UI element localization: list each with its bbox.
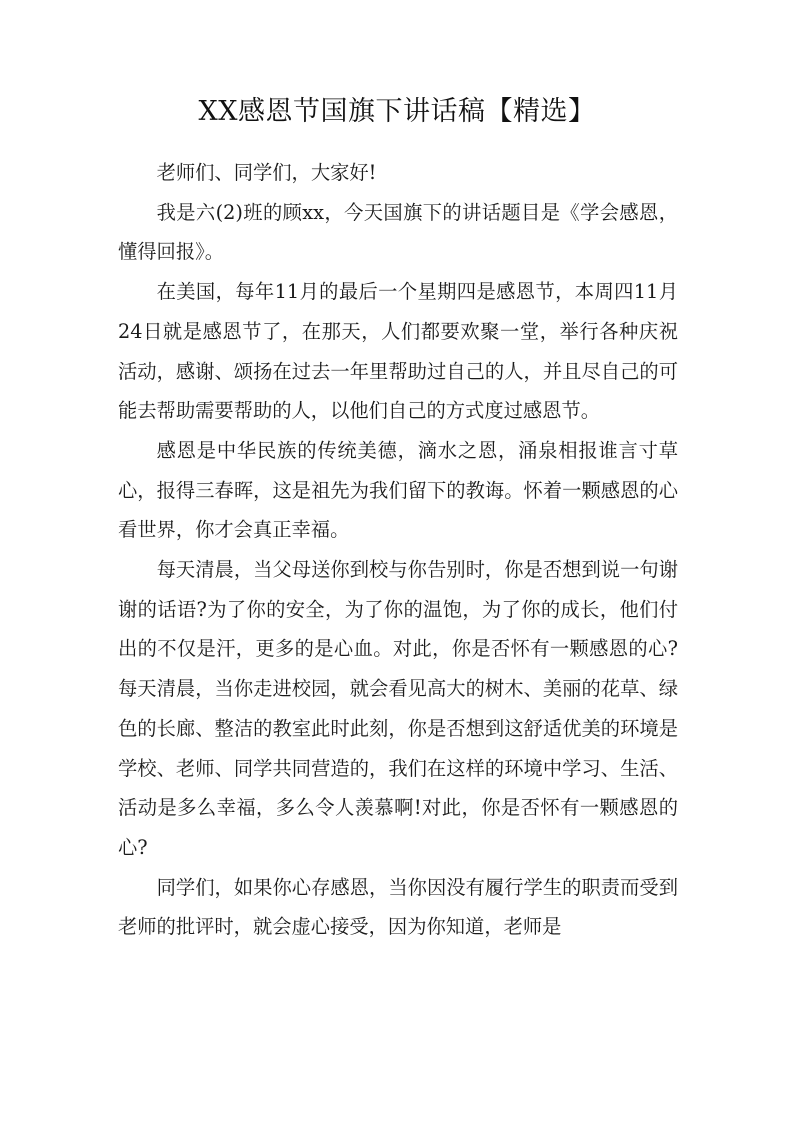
document-body [118,153,678,947]
paragraph-accepting-criticism: 同学们，如果你心存感恩，当你因没有履行学生的职责而受到老师的批评时，就会虚心接受，因为你知道，老师是 [118,875,678,939]
paragraph-daily-gratitude: 每天清晨，当父母送你到校与你告别时，你是否想到说一句谢谢的话语?为了你的安全，为了你的温饱，为了你的成长，他们付出的不仅是汗，更多的是心血。对此，你是否怀有一颗感恩的心?每天清晨，当你走进校园，就会看见高大的树木、美丽的花草、绿色的长廊、整洁的教室此时此刻，你是否想到这舒适优美的环境是学校、老师、同学共同营造的，我们在这样的环境中学习、生活、活动是多么幸福，多么令人羡慕啊!对此，你是否怀有一颗感恩的心? [118,558,678,859]
paragraph-gratitude-tradition: 感恩是中华民族的传统美德，滴水之恩，涌泉相报谁言寸草心，报得三春晖，这是祖先为我们留下的教诲。怀着一颗感恩的心看世界，你才会真正幸福。 [118,438,678,542]
paragraph-introduction: 我是六(2)班的顾xx，今天国旗下的讲话题目是《学会感恩，懂得回报》。 [118,200,678,264]
document-title: XX感恩节国旗下讲话稿【精选】 [198,96,596,127]
paragraph-thanksgiving-origin: 在美国，每年11月的最后一个星期四是感恩节，本周四11月24日就是感恩节了，在那天，人们都要欢聚一堂，举行各种庆祝活动，感谢、颂扬在过去一年里帮助过自己的人，并且尽自己的可能去帮助需要帮助的人，以他们自己的方式度过感恩节。 [118,280,678,423]
paragraph-greeting: 老师们、同学们，大家好! [156,161,377,184]
